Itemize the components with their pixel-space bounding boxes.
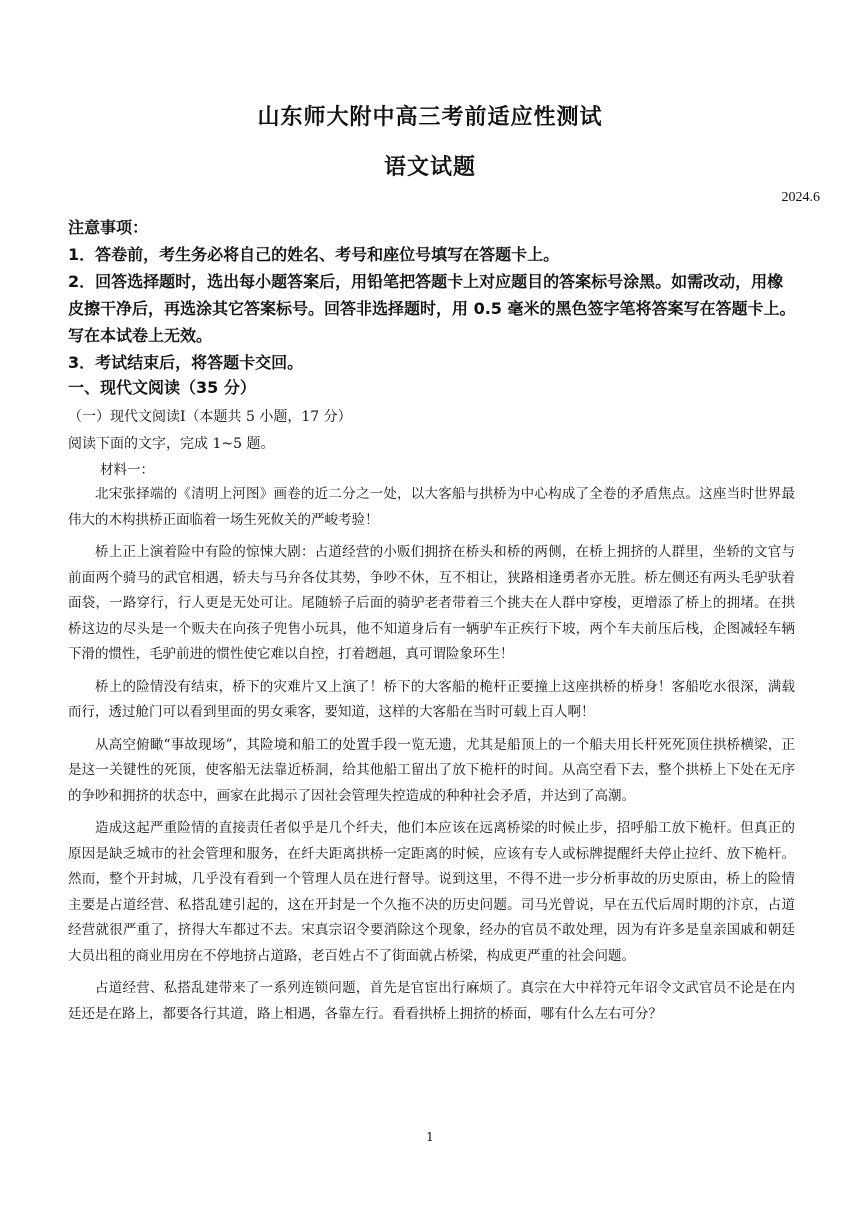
page-title: 山东师大附中高三考前适应性测试 [257, 105, 603, 130]
passage-paragraph-6: 占道经营、私搭乱建带来了一系列连锁问题，首先是官宦出行麻烦了。真宗在大中祥符元年诏令文武官员不论是在内廷还是在路上，都要各行其道，路上相遇，各靠左行。看看拱桥上拥挤的桥面，哪有什么左右可分？ [68, 980, 795, 1022]
passage-paragraph-2: 桥上正上演着险中有险的惊悚大剧：占道经营的小贩们拥挤在桥头和桥的两侧，在桥上拥挤的人群里，坐轿的文官与前面两个骑马的武官相遇，轿夫与马弁各仗其势，争吵不休，互不相让，狭路相逢勇者亦无胜。桥左侧还有两头毛驴驮着面袋，一路穿行，行人更是无处可让。尾随轿子后面的骑驴老者带着三个挑夫在人群中穿梭，更增添了桥上的拥堵。在拱桥这边的尽头是一个贩夫在向孩子兜售小玩具，他不知道身后有一辆驴车正疾行下坡，两个车夫前压后栈，企图减轻车辆下滑的惯性，毛驴前进的惯性使它难以自控，打着趔趄，真可谓险象环生！ [68, 544, 795, 662]
notice-heading: 注意事项： [68, 218, 149, 237]
subsection-heading: （一）现代文阅读Ⅰ（本题共 5 小题，17 分） [68, 409, 352, 425]
material-label: 材料一： [100, 462, 154, 478]
notice-item-2: 2．回答选择题时，选出每小题答案后，用铅笔把答题卡上对应题目的答案标号涂黑。如需改动，用橡皮擦干净后，再选涂其它答案标号。回答非选择题时，用 0.5 毫米的黑色签字笔将答案写在答题卡上。写在本试卷上无效。 [68, 272, 796, 345]
passage-body [68, 482, 795, 1034]
section-heading: 一、现代文阅读（35 分） [68, 378, 256, 397]
page-number: 1 [426, 1130, 434, 1144]
exam-date: 2024.6 [781, 190, 820, 205]
passage-paragraph-5: 造成这起严重险情的直接责任者似乎是几个纤夫，他们本应该在远离桥梁的时候止步，招呼船工放下桅杆。但真正的原因是缺乏城市的社会管理和服务，在纤夫距离拱桥一定距离的时候，应该有专人或标牌提醒纤夫停止拉纤、放下桅杆。然而，整个开封城，几乎没有看到一个管理人员在进行督导。说到这里，不得不进一步分析事故的历史原由，桥上的险情主要是占道经营、私搭乱建引起的，这在开封是一个久拖不决的历史问题。司马光曾说，早在五代后周时期的汴京，占道经营就很严重了，挤得大车都过不去。宋真宗诏令要消除这个现象，经办的官员不敢处理，因为有许多是皇亲国戚和朝廷大员出租的商业用房在不停地挤占道路，老百姓占不了街面就占桥梁，构成更严重的社会问题。 [68, 820, 795, 964]
notice-item-1: 1．答卷前，考生务必将自己的姓名、考号和座位号填写在答题卡上。 [68, 245, 560, 264]
page-subtitle: 语文试题 [383, 155, 476, 180]
reading-instruction: 阅读下面的文字，完成 1~5 题。 [68, 436, 275, 452]
notice-block [68, 214, 798, 376]
passage-paragraph-3: 桥上的险情没有结束，桥下的灾难片又上演了！桥下的大客船的桅杆正要撞上这座拱桥的桥身！客船吃水很深，满载而行，透过舱门可以看到里面的男女乘客，要知道，这样的大客船在当时可载上百人啊！ [68, 678, 795, 720]
notice-item-3: 3．考试结束后，将答题卡交回。 [68, 353, 304, 372]
passage-paragraph-4: 从高空俯瞰“事故现场”，其险境和船工的处置手段一览无遗，尤其是船顶上的一个船夫用长杆死死顶住拱桥横梁，正是这一关键性的死顶，使客船无法靠近桥洞，给其他船工留出了放下桅杆的时间。从高空看下去，整个拱桥上下处在无序的争吵和拥挤的状态中，画家在此揭示了因社会管理失控造成的种种社会矛盾，并达到了高潮。 [68, 736, 795, 804]
passage-paragraph-1: 北宋张择端的《清明上河图》画卷的近二分之一处，以大客船与拱桥为中心构成了全卷的矛盾焦点。这座当时世界最伟大的木构拱桥正面临着一场生死攸关的严峻考验！ [68, 486, 795, 528]
